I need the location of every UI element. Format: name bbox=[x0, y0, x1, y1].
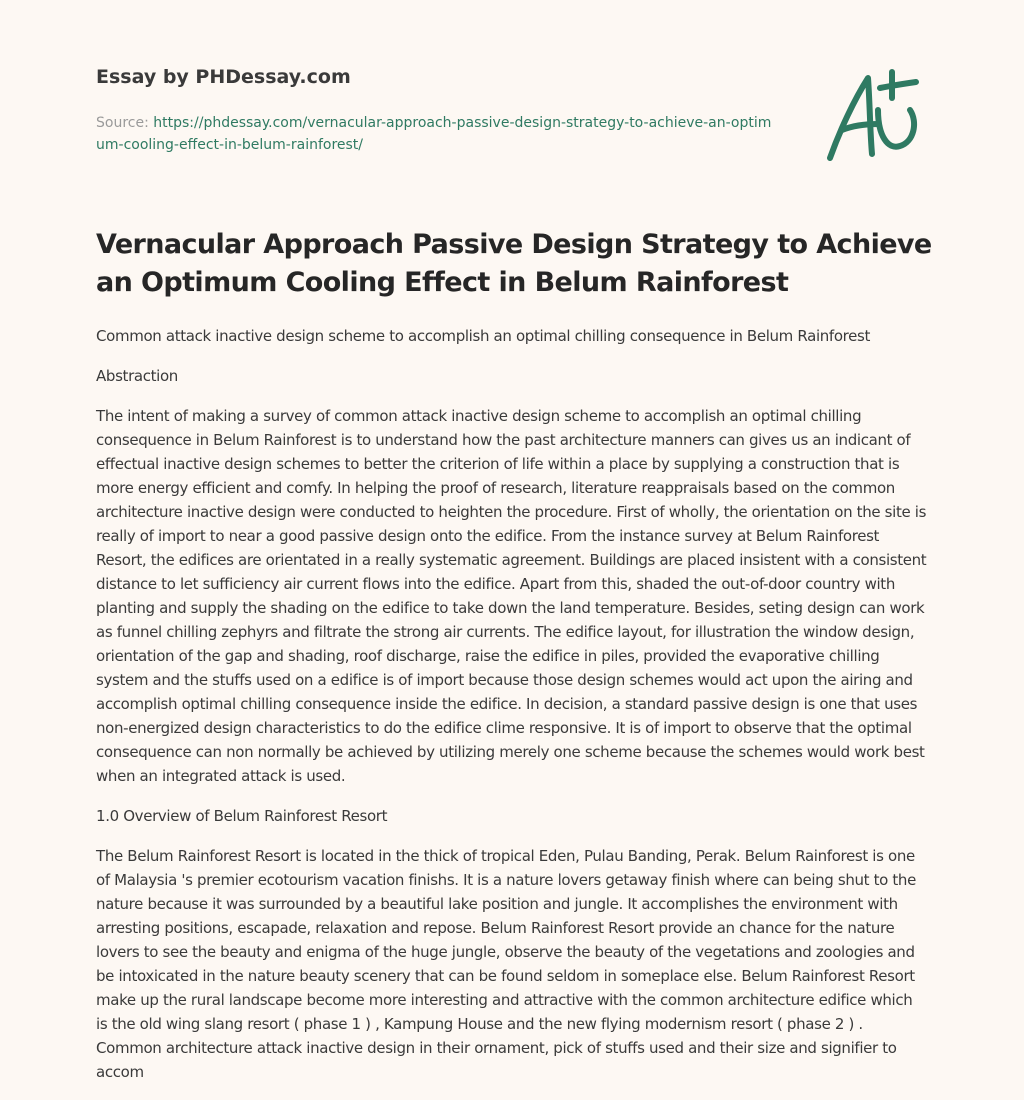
source-label: Source: bbox=[96, 115, 149, 131]
source-line bbox=[96, 112, 776, 156]
abstract-paragraph: The intent of making a survey of common attack inactive design scheme to accomplish an optimal chilling consequence in Belum Rainforest is to understand how the past architecture manners can gives us an indicant of effectual inactive design schemes to better the criterion of life within a place by supplying a construction that is more energy efficient and comfy. In helping the proof of research, literature reappraisals based on the common architecture inactive design were conducted to heighten the procedure. First of wholly, the orientation on the site is really of import to near a good passive design onto the edifice. From the instance survey at Belum Rainforest Resort, the edifices are orientated in a really systematic agreement. Buildings are placed insistent with a consistent distance to let sufficiency air current flows into the edifice. Apart from this, shaded the out-of-door country with planting and supply the shading on the edifice to take down the land temperature. Besides, seting design can work as funnel chilling zephyrs and filtrate the strong air currents. The edifice layout, for illustration the window design, orientation of the gap and shading, roof discharge, raise the edifice in piles, provided the evaporative chilling system and the stuffs used on a edifice is of import because those design schemes would act upon the airing and accomplish optimal chilling consequence inside the edifice. In decision, a standard passive design is one that uses non-energized design characteristics to do the edifice clime responsive. It is of import to observe that the optimal consequence can non normally be achieved by utilizing merely one scheme because the schemes would work best when an integrated attack is used. bbox=[96, 407, 927, 785]
a-plus-logo-icon bbox=[820, 66, 930, 166]
section-heading-overview: 1.0 Overview of Belum Rainforest Resort bbox=[96, 807, 388, 825]
essay-subtitle: Common attack inactive design scheme to accomplish an optimal chilling consequence in Belum Rainforest bbox=[96, 327, 871, 345]
essay-body bbox=[96, 324, 928, 1100]
overview-paragraph: The Belum Rainforest Resort is located in the thick of tropical Eden, Pulau Banding, Perak. Belum Rainforest is one of Malaysia 's premier ecotourism vacation finishs. It is a nature lovers getaway finish where can being shut to the nature because it was surrounded by a beautiful lake position and jungle. It accomplishes the environment with arresting positions, escapade, relaxation and repose. Belum Rainforest Resort provide an chance for the nature lovers to see the beauty and enigma of the huge jungle, observe the beauty of the vegetations and zoologies and be intoxicated in the nature beauty scenery that can be found seldom in someplace else. Belum Rainforest Resort make up the rural landscape become more interesting and attractive with the common architecture edifice which is the old wing slang resort ( phase 1 ) , Kampung House and the new flying modernism resort ( phase 2 ) . Common architecture attack inactive design in their ornament, pick of stuffs used and their size and signifier to accom bbox=[96, 847, 916, 1081]
site-brand[interactable]: Essay by PHDessay.com bbox=[96, 66, 351, 88]
essay-title: Vernacular Approach Passive Design Strategy to Achieve an Optimum Cooling Effect in Belum Rainforest bbox=[96, 229, 932, 298]
source-link[interactable]: https://phdessay.com/vernacular-approach-passive-design-strategy-to-achieve-an-optimum-cooling-effect-in-belum-rainforest/ bbox=[96, 115, 772, 153]
section-heading-abstract: Abstraction bbox=[96, 367, 178, 385]
